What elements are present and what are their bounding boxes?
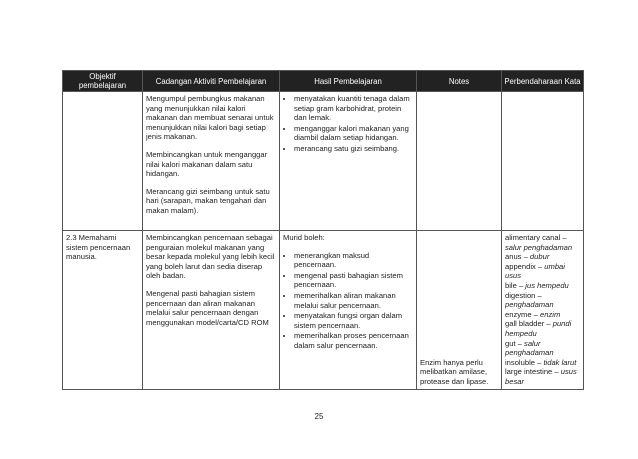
notes-cell	[417, 231, 502, 390]
header-activities: Cadangan Aktiviti Pembelajaran	[143, 71, 280, 92]
vocab-entry: insoluble – tidak larut	[505, 357, 577, 367]
outcomes-cell	[280, 92, 417, 231]
vocab-cell	[502, 231, 584, 390]
vocab-entry: enzyme – enzim	[505, 309, 561, 319]
list-item: • menyatakan kuantiti tenaga dalam setiap gram karbohidrat, protein dan lemak.	[294, 94, 413, 123]
list-item: • memerihalkan proses pencernaan dalam salur pencernaan.	[294, 331, 413, 350]
list-item: • menyatakan fungsi organ dalam sistem pencernaan.	[294, 311, 413, 330]
activity-paragraph: Mengenal pasti bahagian sistem pencernaan dan aliran makanan melalui salur pencernaan dengan menggunakan model/carta/CD ROM	[146, 288, 269, 327]
vocab-entry: digestion – penghadaman	[505, 290, 554, 310]
table-row	[63, 92, 584, 231]
list-item: • mengenal pasti bahagian sistem pencernaan.	[294, 271, 413, 290]
page-number: 25	[314, 412, 324, 421]
outcome-list	[283, 251, 413, 351]
list-item: • menganggar kalori makanan yang diambil dalam setiap hidangan.	[294, 124, 413, 143]
activity-paragraph: Merancang gizi seimbang untuk satu hari (sarapan, makan tengahari dan makan malam).	[146, 186, 270, 215]
objective-cell	[63, 92, 143, 231]
lesson-plan-table	[62, 70, 584, 390]
activity-paragraph: Membincangkan untuk menganggar nilai kalori makanan dalam satu hidangan.	[146, 149, 268, 179]
activity-paragraph: Membincangkan pencernaan sebagai penguraian molekul makanan yang besar kepada molekul yang lebih kecil yang boleh larut dan sedia diserap oleh badan.	[146, 233, 275, 281]
header-outcomes: Hasil Pembelajaran	[280, 71, 417, 92]
vocab-entry: large intestine – usus besar	[505, 367, 577, 386]
outcome-list	[283, 94, 413, 154]
outcomes-cell	[280, 231, 417, 390]
header-row	[63, 71, 584, 92]
vocab-entry: alimentary canal – salur penghadaman	[505, 233, 573, 252]
outcomes-intro: Murid boleh:	[283, 233, 325, 242]
notes-text: Enzim hanya perlu melibatkan amilase, protease dan lipase.	[420, 357, 489, 386]
table-row	[63, 231, 584, 390]
vocab-entry: bile – jus hempedu	[505, 280, 569, 290]
list-item: • merancang satu gizi seimbang.	[294, 144, 413, 154]
header-objective: Objektif pembelajaran	[63, 71, 143, 92]
activity-paragraph: Mengumpul pembungkus makanan yang menunjukkan nilai kalori makanan dan membuat senarai untuk menunjukkan nilai kalori bagi setiap jenis makanan.	[146, 94, 274, 142]
vocab-entry: appendix – umbai usus	[505, 261, 565, 281]
vocab-entry: anus – dubur	[505, 252, 550, 262]
vocab-cell	[502, 92, 584, 231]
objective-cell: 2.3 Memahami sistem pencernaan manusia.	[63, 231, 143, 390]
activities-cell	[143, 92, 280, 231]
vocab-entry: gall bladder – pundi hempedu	[505, 319, 572, 338]
activities-cell	[143, 231, 280, 390]
notes-cell	[417, 92, 502, 231]
list-item: • menerangkan maksud pencernaan.	[294, 251, 413, 270]
vocab-entry: gut – salur penghadaman	[505, 338, 554, 358]
list-item: • memerihalkan aliran makanan melalui salur pencernaan.	[294, 291, 413, 310]
header-vocab: Perbendaharaan Kata	[502, 71, 584, 92]
header-notes: Notes	[417, 71, 502, 92]
